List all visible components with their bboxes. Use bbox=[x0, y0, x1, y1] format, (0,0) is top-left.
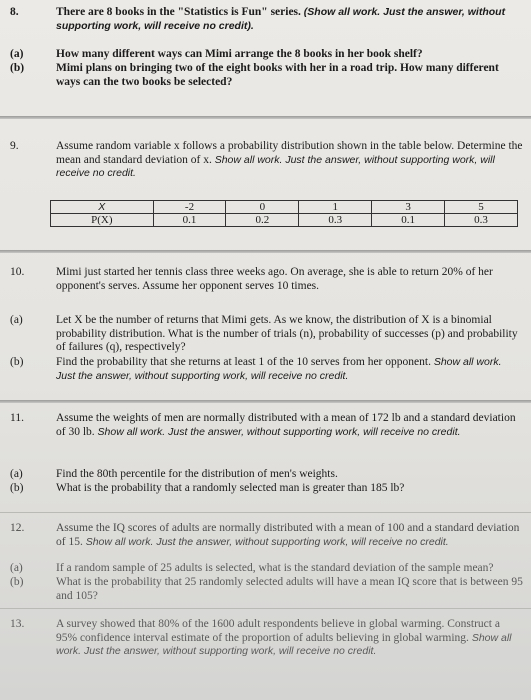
part-label: (b) bbox=[10, 576, 24, 588]
part-label: (a) bbox=[10, 562, 23, 574]
instruction-note: (Show all work. Just the answer, without supporting work, will receive no credit). bbox=[56, 6, 506, 32]
part-label: (a) bbox=[10, 48, 24, 60]
table-row-x bbox=[51, 201, 518, 214]
part-label: (b) bbox=[10, 356, 24, 368]
question-number: 8. bbox=[10, 6, 19, 18]
part-text: Let X be the number of returns that Mimi gets. As we know, the distribution of X is a binomial probability distribution. What is the number of trials (n), probability of successes (p) and probability of failures (q), respectively? bbox=[56, 314, 518, 353]
row-label: X bbox=[51, 201, 154, 214]
table-cell: 3 bbox=[372, 201, 445, 214]
table-cell: 0.3 bbox=[445, 214, 518, 227]
table-cell: 0.1 bbox=[372, 214, 445, 227]
question-stem: Assume the IQ scores of adults are normally distributed with a mean of 100 and a standard deviation of 15. Show all work. Just the answer, without supporting work, will receive no credit. bbox=[56, 522, 520, 548]
part-text: Find the 80th percentile for the distribution of men's weights. bbox=[56, 468, 338, 480]
part-text: Find the probability that she returns at least 1 of the 10 serves from her opponent. Show all work. Just the answer, without supporting work, will receive no credit. bbox=[56, 356, 502, 382]
question-number: 13. bbox=[10, 618, 25, 630]
row-label: P(X) bbox=[51, 214, 154, 227]
question-stem: Mimi just started her tennis class three weeks ago. On average, she is able to return 20% of her opponent's serves. Assume her opponent serves 10 times. bbox=[56, 266, 493, 292]
section-divider bbox=[0, 512, 531, 513]
question-number: 9. bbox=[10, 140, 19, 152]
question-stem: A survey showed that 80% of the 1600 adult respondents believe in global warming. Construct a 95% confidence interval estimate of the proportion of adults believing in global warming. Show all work. Just the answer, without supporting work, will receive no credit. bbox=[56, 618, 512, 657]
table-cell: -2 bbox=[153, 201, 226, 214]
part-text: Mimi plans on bringing two of the eight books with her in a road trip. How many different ways can the two books be selected? bbox=[56, 62, 499, 88]
table-cell: 0.1 bbox=[153, 214, 226, 227]
question-number: 10. bbox=[10, 266, 25, 278]
section-divider bbox=[0, 608, 531, 609]
question-stem: There are 8 books in the "Statistics is Fun" series. (Show all work. Just the answer, without supporting work, will receive no credit). bbox=[56, 6, 506, 32]
part-label: (b) bbox=[10, 482, 24, 494]
probability-table bbox=[50, 200, 518, 227]
question-number: 11. bbox=[10, 412, 24, 424]
table-cell: 5 bbox=[445, 201, 518, 214]
part-text: If a random sample of 25 adults is selected, what is the standard deviation of the sample mean? bbox=[56, 562, 494, 574]
question-stem: Assume the weights of men are normally distributed with a mean of 172 lb and a standard deviation of 30 lb. Show all work. Just the answer, without supporting work, will receive no credit. bbox=[56, 412, 516, 438]
table-cell: 0.3 bbox=[299, 214, 372, 227]
instruction-note: Show all work. Just the answer, without supporting work, will receive no credit. bbox=[97, 425, 461, 438]
table-cell: 1 bbox=[299, 201, 372, 214]
table-cell: 0.2 bbox=[226, 214, 299, 227]
part-label: (b) bbox=[10, 62, 25, 74]
instruction-note: Show all work. Just the answer, without supporting work, will receive no credit. bbox=[56, 356, 502, 382]
part-text: How many different ways can Mimi arrange the 8 books in her book shelf? bbox=[56, 48, 423, 60]
part-label: (a) bbox=[10, 314, 23, 326]
table-cell: 0 bbox=[226, 201, 299, 214]
question-number: 12. bbox=[10, 522, 25, 534]
part-text: What is the probability that 25 randomly selected adults will have a mean IQ score that is between 95 and 105? bbox=[56, 576, 523, 602]
question-stem: Assume random variable x follows a probability distribution shown in the table below. Determine the mean and standard deviation of x. Show all work. Just the answer, without supporting work, will receive no credit. bbox=[56, 140, 523, 179]
section-divider bbox=[0, 400, 531, 403]
table-row-p bbox=[51, 214, 518, 227]
instruction-note: Show all work. Just the answer, without supporting work, will receive no credit. bbox=[56, 631, 512, 657]
instruction-note: Show all work. Just the answer, without supporting work, will receive no credit. bbox=[85, 535, 449, 548]
part-text: What is the probability that a randomly selected man is greater than 185 lb? bbox=[56, 482, 405, 494]
instruction-note: Show all work. Just the answer, without supporting work, will receive no credit. bbox=[56, 153, 495, 179]
part-label: (a) bbox=[10, 468, 23, 480]
section-divider bbox=[0, 250, 531, 253]
section-divider bbox=[0, 116, 531, 119]
